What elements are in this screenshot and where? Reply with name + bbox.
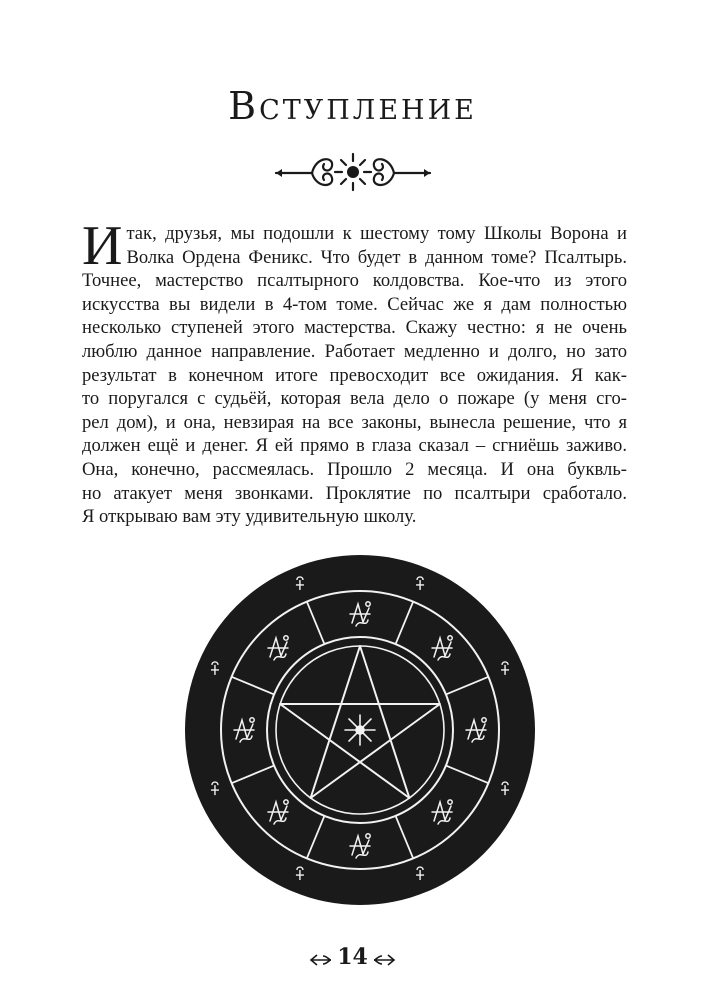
text-line: должен ещё и денег. Я ей прямо в глаза сказал – сгниёшь заживо. bbox=[82, 435, 627, 457]
chapter-title: Вступление bbox=[228, 84, 477, 128]
text-line: результат в конечном итоге превосходит все ожидания. Я как- bbox=[82, 364, 627, 386]
page-number: 14 bbox=[337, 944, 368, 970]
text-line: Волка Ордена Феникс. Что будет в данном томе? Псалтырь. bbox=[126, 246, 627, 268]
text-line: Точнее, мастерство псалтырного колдовства. Кое-что из этого bbox=[82, 270, 627, 292]
drop-cap: И bbox=[82, 215, 123, 277]
introduction-text bbox=[82, 215, 627, 529]
text-line: искусства вы видели в 4-том томе. Сейчас же я дам полностью bbox=[82, 293, 627, 315]
title-ornament bbox=[272, 150, 434, 194]
text-line: люблю данное направление. Работает медленно и долго, но зато bbox=[82, 340, 627, 362]
folio-ornament-right-icon bbox=[372, 953, 396, 967]
text-line: так, друзья, мы подошли к шестому тому Школы Ворона и bbox=[126, 223, 627, 244]
folio-ornament-left-icon bbox=[309, 953, 333, 967]
text-line: рел дом), и она, невзирая на все законы, вынесла решение, что я bbox=[82, 411, 627, 433]
page-number-block bbox=[0, 944, 705, 970]
text-line: Она, конечно, рассмеялась. Прошло 2 месяца. И она буквль- bbox=[82, 458, 627, 480]
text-line: но атакует меня звонками. Проклятие по псалтыри сработало. bbox=[82, 482, 627, 504]
text-line: несколько ступеней этого мастерства. Скажу честно: я не очень bbox=[82, 317, 627, 339]
pentagram-seal bbox=[185, 555, 535, 905]
center-star-icon bbox=[345, 715, 375, 745]
text-line: Я открываю вам эту удивительную школу. bbox=[82, 506, 417, 528]
text-line: то поругался с судьёй, которая вела дело о пожаре (у меня сго- bbox=[82, 388, 627, 410]
